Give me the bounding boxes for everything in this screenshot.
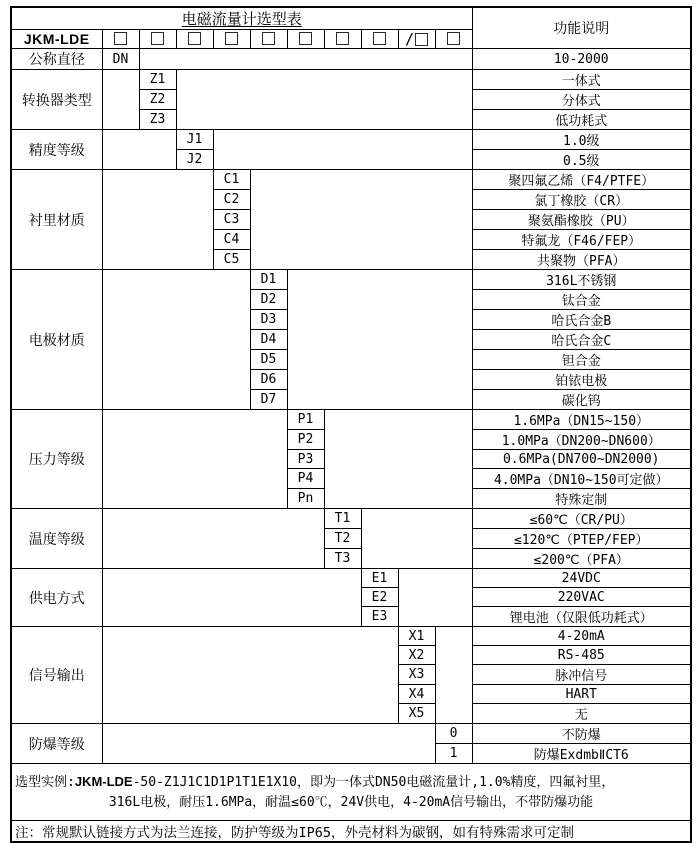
spacer-cell <box>324 410 472 509</box>
checkbox-icon <box>188 32 201 45</box>
code-cell: X1 <box>398 627 435 646</box>
checkbox-icon <box>373 32 386 45</box>
spacer-cell <box>398 569 472 627</box>
model-code-box-2 <box>139 30 176 49</box>
description-cell: 4-20mA <box>472 627 691 646</box>
code-cell: C1 <box>213 170 250 190</box>
checkbox-icon <box>151 32 164 45</box>
description-cell: 1.6MPa（DN15~150） <box>472 410 691 430</box>
description-cell: HART <box>472 685 691 704</box>
description-cell: 特殊定制 <box>472 489 691 509</box>
spacer-cell <box>435 627 472 724</box>
description-cell: RS-485 <box>472 646 691 665</box>
description-cell: 碳化钨 <box>472 390 691 410</box>
checkbox-icon <box>262 32 275 45</box>
spacer-cell <box>102 627 398 724</box>
description-cell: 脉冲信号 <box>472 665 691 685</box>
spacer-cell <box>139 49 472 70</box>
description-cell: 1.0级 <box>472 130 691 150</box>
code-cell: D7 <box>250 390 287 410</box>
description-cell: 分体式 <box>472 90 691 110</box>
description-cell: 无 <box>472 704 691 724</box>
code-cell: D4 <box>250 330 287 350</box>
spacer-cell <box>102 569 361 627</box>
option-row <box>11 627 691 646</box>
description-cell: 氯丁橡胶（CR） <box>472 190 691 210</box>
option-row <box>11 70 691 90</box>
option-row <box>11 410 691 430</box>
description-cell: ≤60℃（CR/PU） <box>472 509 691 529</box>
description-cell: 钽合金 <box>472 350 691 370</box>
checkbox-icon <box>336 32 349 45</box>
footnote: 注：常规默认链接方式为法兰连接，防护等级为IP65，外壳材料为碳钢，如有特殊需求可定制 <box>11 821 691 843</box>
option-row <box>11 509 691 529</box>
code-cell: 0 <box>435 724 472 744</box>
code-cell: E1 <box>361 569 398 588</box>
note-row <box>11 821 691 843</box>
model-name: JKM-LDE <box>11 30 102 49</box>
example-row <box>11 764 691 821</box>
description-cell: ≤200℃（PFA） <box>472 549 691 569</box>
code-cell: J1 <box>176 130 213 150</box>
description-cell: 聚氨酯橡胶（PU） <box>472 210 691 230</box>
option-row <box>11 569 691 588</box>
example-prefix: 选型实例: <box>15 774 75 790</box>
group-label: 公称直径 <box>11 49 102 70</box>
code-cell: T2 <box>324 529 361 549</box>
title-row <box>11 7 691 30</box>
spacer-cell <box>361 509 472 569</box>
code-cell: Z3 <box>139 110 176 130</box>
code-cell: C2 <box>213 190 250 210</box>
description-cell: 0.5级 <box>472 150 691 170</box>
option-row <box>11 170 691 190</box>
spacer-cell <box>102 410 287 509</box>
code-cell: P2 <box>287 430 324 450</box>
description-cell: 1.0MPa（DN200~DN600） <box>472 430 691 450</box>
code-cell: C5 <box>213 250 250 270</box>
description-cell: 220VAC <box>472 588 691 607</box>
model-code-box-7 <box>324 30 361 49</box>
description-cell: 铂铱电极 <box>472 370 691 390</box>
model-code-box-4 <box>213 30 250 49</box>
checkbox-icon <box>447 32 460 45</box>
code-cell: P1 <box>287 410 324 430</box>
code-cell: D5 <box>250 350 287 370</box>
description-cell: 聚四氟乙烯（F4/PTFE） <box>472 170 691 190</box>
code-cell: DN <box>102 49 139 70</box>
option-row <box>11 724 691 744</box>
code-cell: E2 <box>361 588 398 607</box>
group-label: 电极材质 <box>11 270 102 410</box>
spacer-cell <box>102 270 250 410</box>
description-cell: 4.0MPa（DN10~150可定做） <box>472 469 691 489</box>
code-cell: Z1 <box>139 70 176 90</box>
group-label: 转换器类型 <box>11 70 102 130</box>
spacer-cell <box>102 130 176 170</box>
code-cell: D6 <box>250 370 287 390</box>
model-code-box-5 <box>250 30 287 49</box>
code-cell: P4 <box>287 469 324 489</box>
checkbox-icon <box>114 32 127 45</box>
example-line-2: 316L电极，耐压1.6MPa，耐温≤60℃，24V供电，4-20mA信号输出，不带防爆功能 <box>108 794 594 810</box>
code-cell: Z2 <box>139 90 176 110</box>
checkbox-icon <box>299 32 312 45</box>
spacer-cell <box>102 70 139 130</box>
code-cell: T3 <box>324 549 361 569</box>
description-cell: ≤120℃（PTEP/FEP） <box>472 529 691 549</box>
code-cell: D3 <box>250 310 287 330</box>
code-cell: X3 <box>398 665 435 685</box>
model-code-box-3 <box>176 30 213 49</box>
code-cell: X4 <box>398 685 435 704</box>
code-cell: J2 <box>176 150 213 170</box>
option-groups-body <box>11 49 691 764</box>
group-label: 压力等级 <box>11 410 102 509</box>
group-label: 信号输出 <box>11 627 102 724</box>
spacer-cell <box>213 130 472 170</box>
selection-table <box>10 6 692 843</box>
description-cell: 不防爆 <box>472 724 691 744</box>
description-cell: 哈氏合金C <box>472 330 691 350</box>
group-label: 温度等级 <box>11 509 102 569</box>
model-code-box-9 <box>398 30 435 49</box>
model-code-box-6 <box>287 30 324 49</box>
description-cell: 一体式 <box>472 70 691 90</box>
group-label: 防爆等级 <box>11 724 102 764</box>
model-code-box-8 <box>361 30 398 49</box>
code-cell: D2 <box>250 290 287 310</box>
spacer-cell <box>287 270 472 410</box>
spacer-cell <box>176 70 472 130</box>
description-cell: 共聚物（PFA） <box>472 250 691 270</box>
code-cell: Pn <box>287 489 324 509</box>
description-cell: 特氟龙（F46/FEP） <box>472 230 691 250</box>
group-label: 衬里材质 <box>11 170 102 270</box>
function-header: 功能说明 <box>472 7 691 49</box>
spacer-cell <box>250 170 472 270</box>
code-cell: T1 <box>324 509 361 529</box>
table-title: 电磁流量计选型表 <box>11 7 472 30</box>
description-cell: 防爆ExdmbⅡCT6 <box>472 744 691 764</box>
description-cell: 316L不锈钢 <box>472 270 691 290</box>
spacer-cell <box>102 509 324 569</box>
description-cell: 24VDC <box>472 569 691 588</box>
code-cell: C3 <box>213 210 250 230</box>
code-cell: C4 <box>213 230 250 250</box>
example-code-and-meaning: -50-Z1J1C1D1P1T1E1X10，即为一体式DN50电磁流量计,1.0%精度，四氟衬里， <box>132 774 615 790</box>
spacer-cell <box>102 170 213 270</box>
description-cell: 低功耗式 <box>472 110 691 130</box>
option-row <box>11 130 691 150</box>
spacer-cell <box>102 724 435 764</box>
code-cell: 1 <box>435 744 472 764</box>
option-row <box>11 49 691 70</box>
description-cell: 哈氏合金B <box>472 310 691 330</box>
code-cell: X2 <box>398 646 435 665</box>
example-line-1 <box>12 772 690 793</box>
model-code-box-10 <box>435 30 472 49</box>
code-cell: P3 <box>287 450 324 469</box>
selection-sheet <box>10 6 692 843</box>
slash-separator: / <box>404 30 415 48</box>
code-cell: D1 <box>250 270 287 290</box>
description-cell: 10-2000 <box>472 49 691 70</box>
code-cell: E3 <box>361 607 398 627</box>
description-cell: 锂电池（仅限低功耗式） <box>472 607 691 627</box>
checkbox-icon <box>415 33 428 46</box>
selection-example <box>11 764 691 821</box>
description-cell: 0.6MPa(DN700~DN2000) <box>472 450 691 469</box>
code-cell: X5 <box>398 704 435 724</box>
option-row <box>11 270 691 290</box>
description-cell: 钛合金 <box>472 290 691 310</box>
group-label: 精度等级 <box>11 130 102 170</box>
example-brand: JKM-LDE <box>74 773 133 789</box>
checkbox-icon <box>225 32 238 45</box>
model-code-box-1 <box>102 30 139 49</box>
group-label: 供电方式 <box>11 569 102 627</box>
